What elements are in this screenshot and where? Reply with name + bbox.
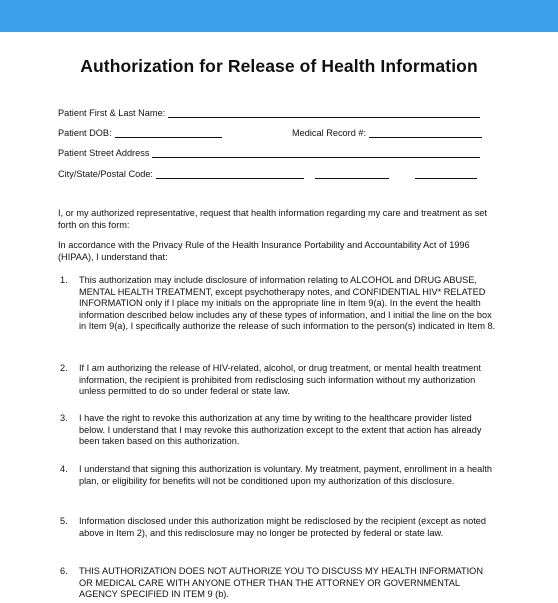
dob-row — [58, 128, 222, 138]
city-field[interactable] — [156, 169, 304, 179]
item-number: 6. — [60, 566, 68, 576]
item-number: 2. — [60, 363, 68, 373]
item-number: 4. — [60, 464, 68, 474]
street-row — [58, 148, 480, 158]
list-item — [58, 363, 498, 398]
item-text: If I am authorizing the release of HIV-related, alcohol, or drug treatment, or mental health treatment information, the recipient is prohibited from redisclosing such information without my authorization unless permitted to do so under federal or state law. — [79, 363, 481, 397]
item-text: THIS AUTHORIZATION DOES NOT AUTHORIZE YOU TO DISCUSS MY HEALTH INFORMATION OR MEDICAL CARE WITH ANYONE OTHER THAN THE ATTORNEY OR GOVERNMENTAL AGENCY SPECIFIED IN ITEM 9 (b). — [79, 566, 483, 600]
item-number: 3. — [60, 413, 68, 423]
form-title: Authorization for Release of Health Information — [80, 56, 478, 76]
dob-field[interactable] — [115, 128, 222, 138]
city-label: City/State/Postal Code: — [58, 169, 153, 179]
item-text: This authorization may include disclosure of information relating to ALCOHOL and DRUG ABUSE, MENTAL HEALTH TREATMENT, except psychotherapy notes, and CONFIDENTIAL HIV* RELATED INFORMATION only if I place my initials on the appropriate line in Item 9(a). In the event the health information described below includes any of these types of information, and I initial the line on the box in Item 9(a), I specifically authorize the release of such information to the person(s) indicated in Item 8. — [79, 275, 496, 332]
dob-label: Patient DOB: — [58, 128, 112, 138]
mrn-field[interactable] — [369, 128, 482, 138]
name-row — [58, 108, 480, 118]
top-bar — [0, 0, 558, 32]
postal-field[interactable] — [415, 169, 477, 179]
item-number: 1. — [60, 275, 68, 285]
intro-paragraph: I, or my authorized representative, request that health information regarding my care and treatment as set forth on this form: — [58, 208, 487, 230]
name-field[interactable] — [168, 108, 480, 118]
list-item — [58, 275, 498, 333]
item-text: I have the right to revoke this authorization at any time by writing to the healthcare provider listed below. I understand that I may revoke this authorization except to the extent that action has already been taken based on this authorization. — [79, 413, 482, 447]
list-item — [58, 464, 498, 487]
list-item — [58, 566, 498, 601]
item-text: I understand that signing this authorization is voluntary. My treatment, payment, enrollment in a health plan, or eligibility for benefits will not be conditioned upon my authorization of this disclosure. — [79, 464, 492, 486]
street-label: Patient Street Address — [58, 148, 150, 158]
mrn-row — [292, 128, 482, 138]
state-field[interactable] — [315, 169, 389, 179]
item-text: Information disclosed under this authorization might be redisclosed by the recipient (except as noted above in Item 2), and this redisclosure may no longer be protected by federal or state law. — [79, 516, 487, 538]
city-row — [58, 169, 477, 179]
list-item — [58, 516, 498, 539]
street-field[interactable] — [152, 148, 480, 158]
hipaa-paragraph: In accordance with the Privacy Rule of the Health Insurance Portability and Accountability Act of 1996 (HIPAA), I understand that: — [58, 240, 470, 262]
item-number: 5. — [60, 516, 68, 526]
name-label: Patient First & Last Name: — [58, 108, 166, 118]
list-item — [58, 413, 498, 448]
mrn-label: Medical Record #: — [292, 128, 367, 138]
document-page — [0, 32, 558, 603]
